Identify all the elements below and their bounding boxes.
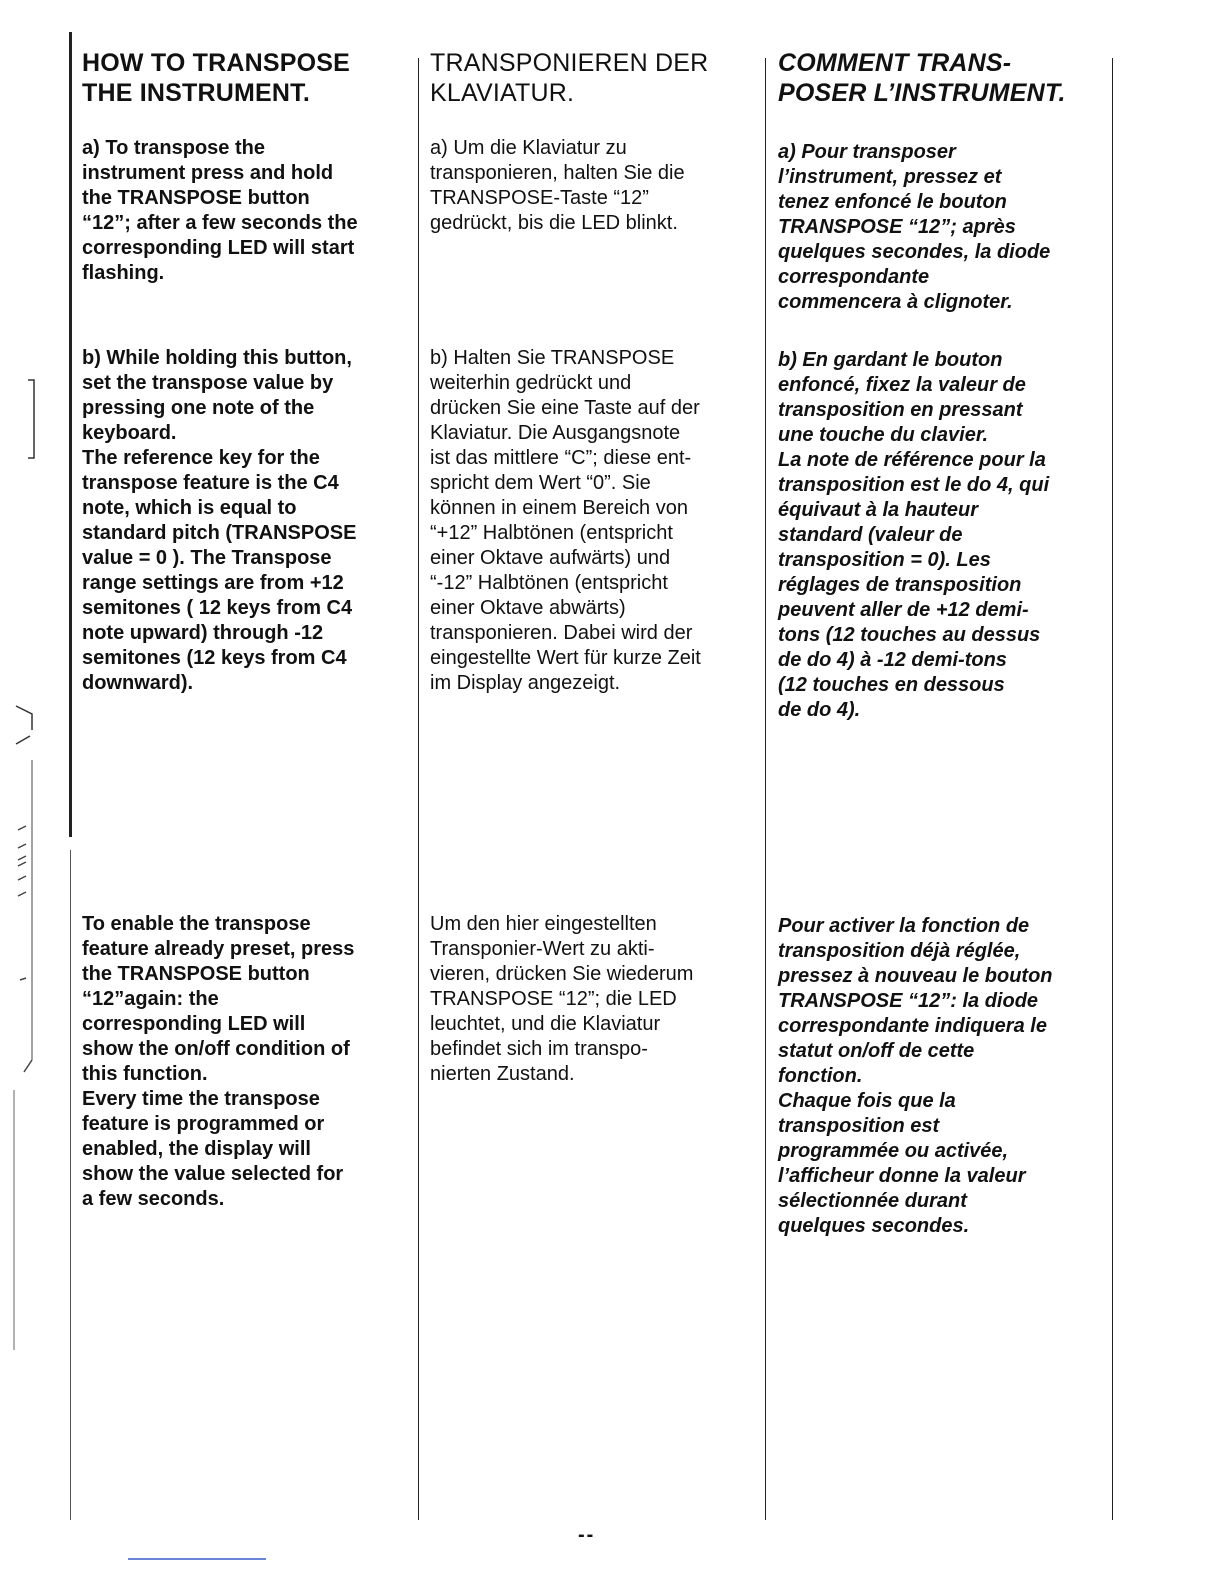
column-divider-3 (1112, 58, 1113, 1520)
column-german (430, 48, 760, 1085)
heading-german: TRANSPONIEREN DER KLAVIATUR. (430, 49, 709, 107)
heading-english: HOW TO TRANSPOSE THE INSTRUMENT. (82, 49, 351, 107)
paragraph-a-french: a) Pour transposer l’instrument, pressez et tenez enfoncé le bouton TRANSPOSE “12”; après quelques secondes, la diode correspondante commencera à clignoter. (778, 141, 1051, 313)
paragraph-a-german: a) Um die Klaviatur zu transponieren, halten Sie die TRANSPOSE-Taste “12” gedrückt, bis die LED blinkt. (430, 137, 685, 234)
paragraph-c-english: To enable the transpose feature already preset, press the TRANSPOSE button “12”again: the corresponding LED will show the on/off condition of this function. Every time the transpose feature is programmed or enabled, the display will show the value selected for a few seconds. (82, 913, 355, 1210)
paragraph-b-french: b) En gardant le bouton enfoncé, fixez la valeur de transposition en pressant une touche du clavier. La note de référence pour la transposition est le do 4, qui équivaut à la hauteur standard (valeur de transposition = 0). Les réglages de transposition peuvent aller de +12 demi- tons (12 touches au dessus de do 4) à -12 demi-tons (12 touches en dessous de do 4). (778, 349, 1050, 721)
column-english (82, 48, 412, 1210)
left-margin-rule (69, 32, 72, 837)
paragraph-b-english: b) While holding this button, set the transpose value by pressing one note of the keyboard. The reference key for the transpose feature is the C4 note, which is equal to standard pitch (TRANSPOSE value = 0 ). The Transpose range settings are from +12 semitones ( 12 keys from C4 note upward) through -12 semitones (12 keys from C4 downward). (82, 347, 357, 694)
column-french (778, 48, 1106, 1237)
margin-scan-marks (0, 360, 40, 1360)
column-divider-1 (418, 58, 419, 1520)
left-margin-rule-lower (70, 850, 71, 1520)
footer-rule (128, 1558, 266, 1560)
column-divider-2 (765, 58, 766, 1520)
paragraph-a-english: a) To transpose the instrument press and hold the TRANSPOSE button “12”; after a few seconds the corresponding LED will start flashing. (82, 137, 358, 284)
paragraph-c-french: Pour activer la fonction de transposition déjà réglée, pressez à nouveau le bouton TRANSPOSE “12”: la diode correspondante indiquera le statut on/off de cette fonction. Chaque fois que la transposition est programmée ou activée, l’afficheur donne la valeur sélectionnée durant quelques secondes. (778, 915, 1053, 1237)
heading-french: COMMENT TRANS- POSER L’INSTRUMENT. (778, 49, 1066, 107)
paragraph-b-german: b) Halten Sie TRANSPOSE weiterhin gedrückt und drücken Sie eine Taste auf der Klaviatur. Die Ausgangsnote ist das mittlere “C”; diese ent- spricht dem Wert “0”. Sie können in einem Bereich von “+12” Halbtönen (entspricht einer Oktave aufwärts) und “-12” Halbtönen (entspricht einer Oktave abwärts) transponieren. Dabei wird der eingestellte Wert für kurze Zeit im Display angezeigt. (430, 347, 701, 694)
paragraph-c-german: Um den hier eingestellten Transponier-Wert zu akti- vieren, drücken Sie wiederum TRANSPOSE “12”; die LED leuchtet, und die Klaviatur befindet sich im transpo- nierten Zustand. (430, 913, 694, 1085)
page-number-mark: -- (578, 1524, 596, 1546)
